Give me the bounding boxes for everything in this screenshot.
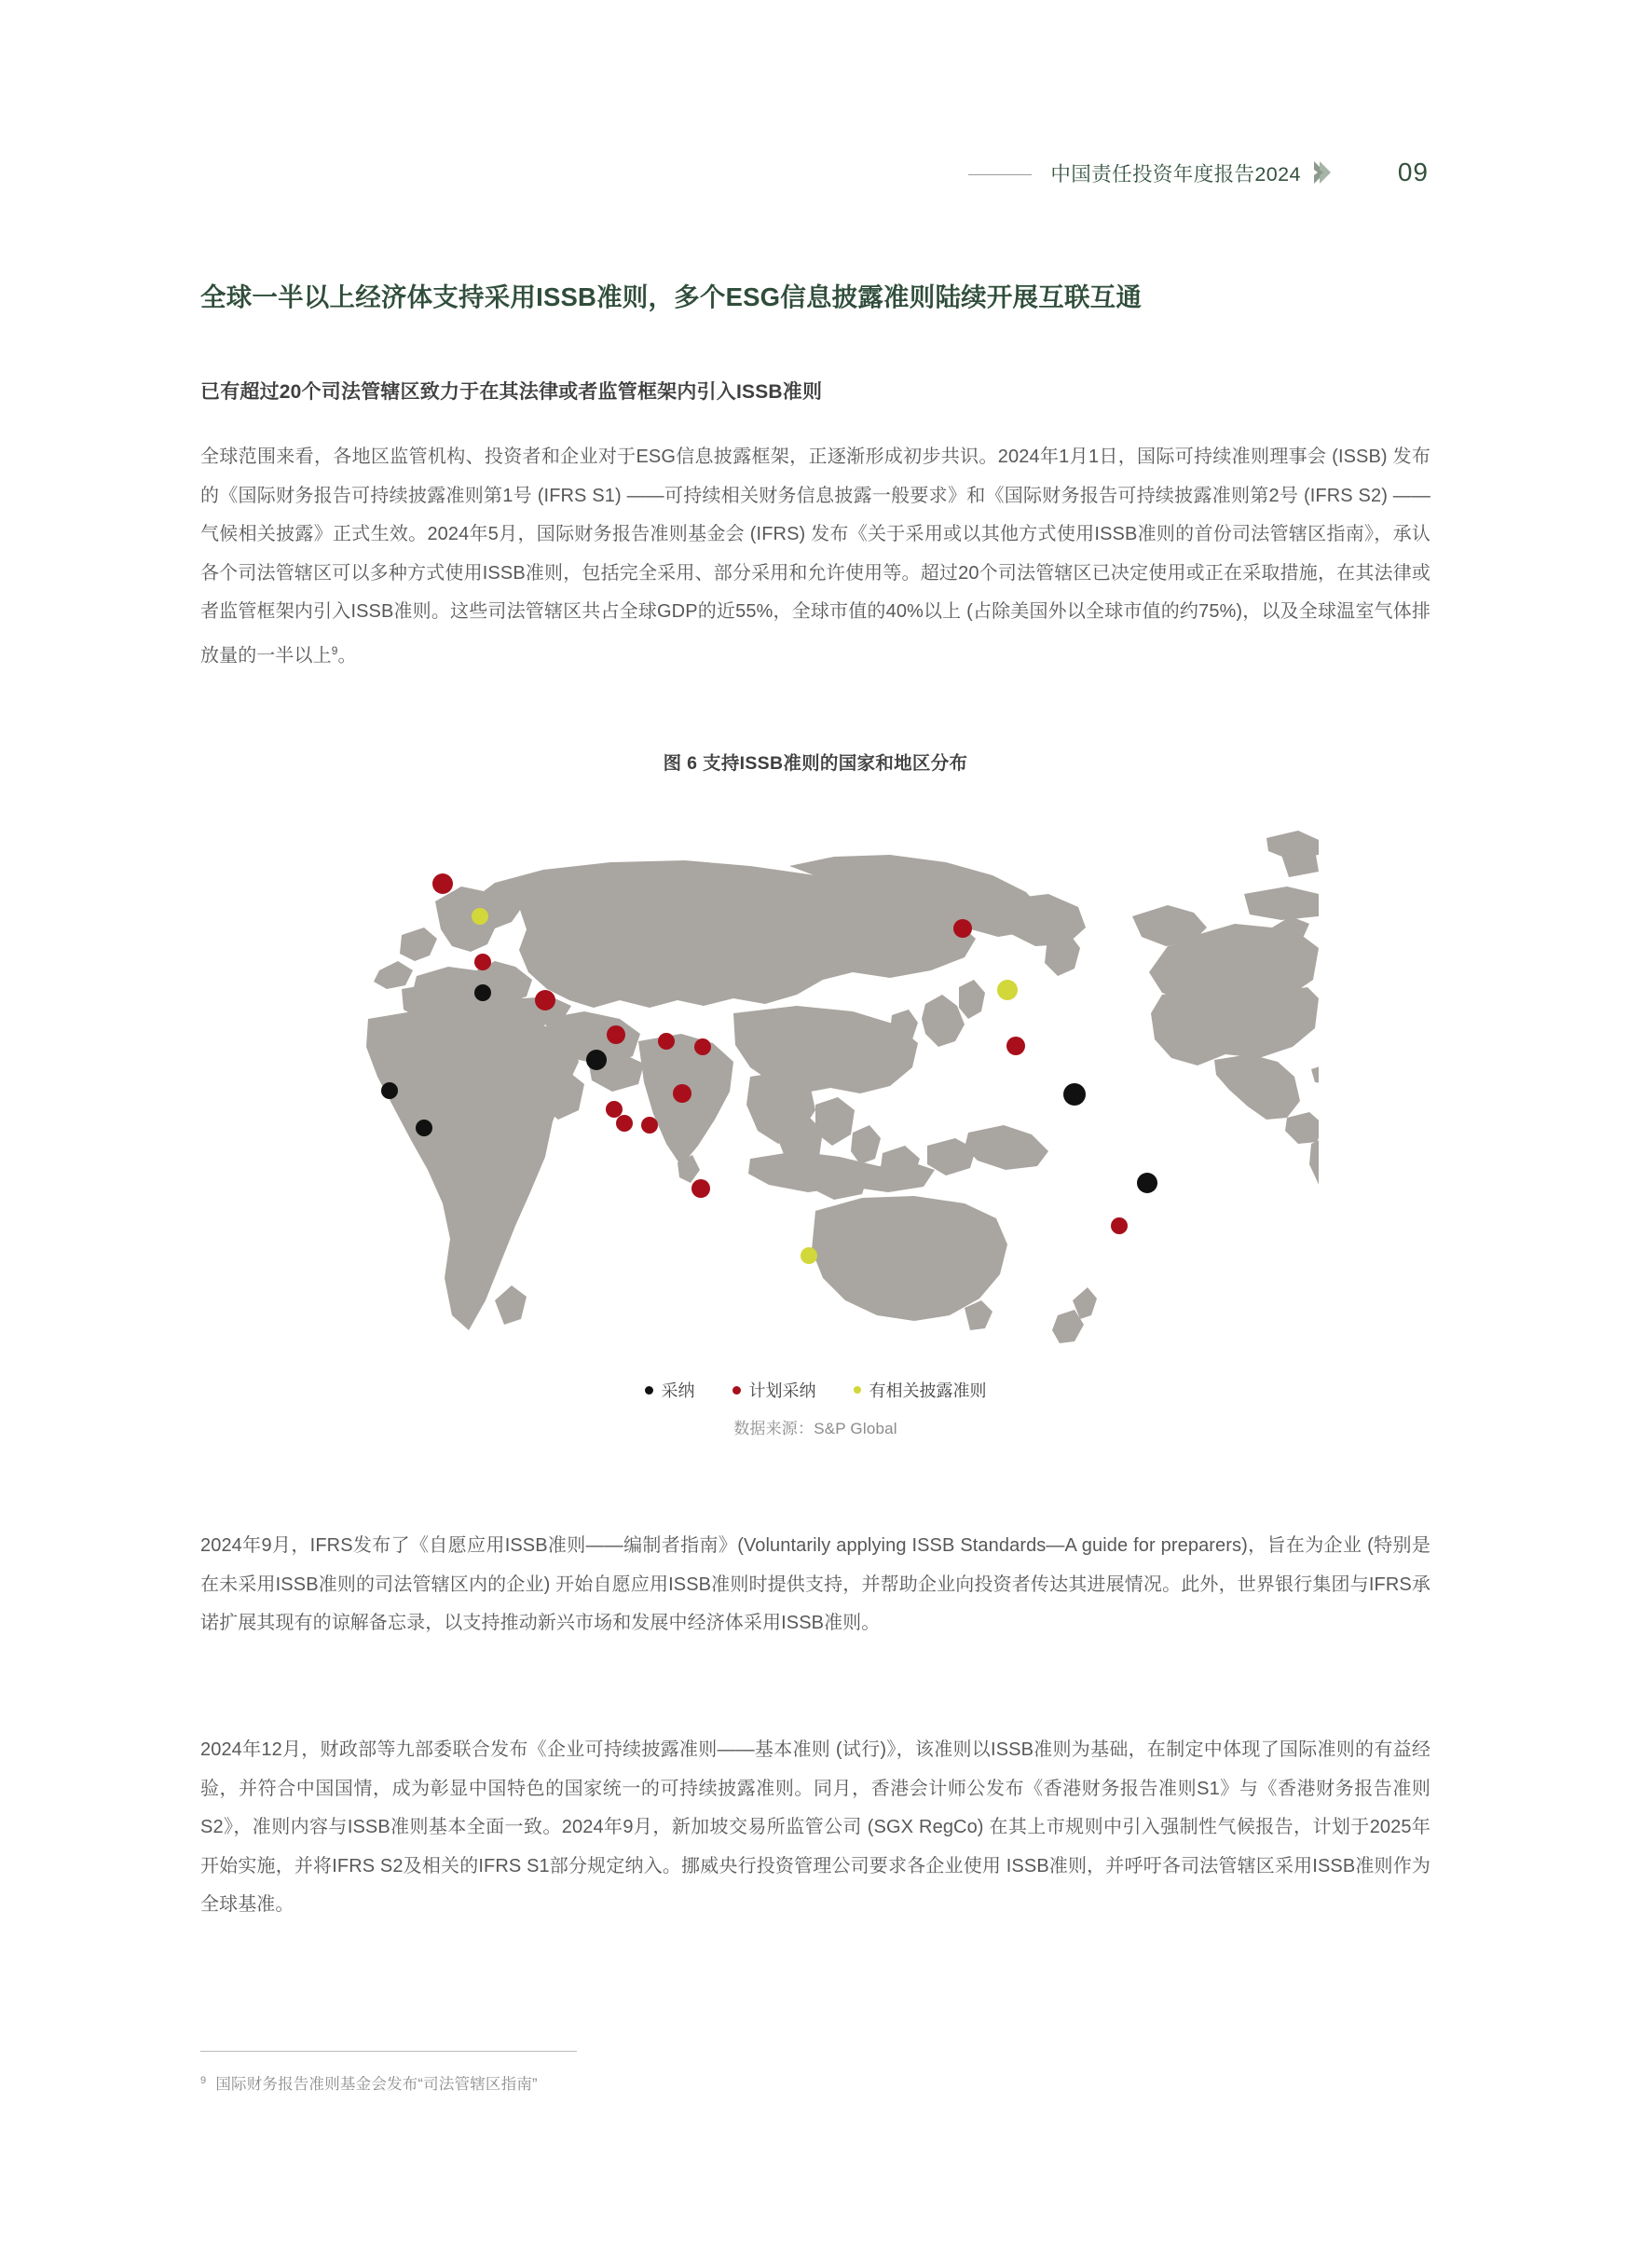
- paragraph-3: 2024年12月，财政部等九部委联合发布《企业可持续披露准则——基本准则 (试行)》，该准则以ISSB准则为基础，在制定中体现了国际准则的有益经验，并符合中国国情，成为彰显中国特色的国家统一的可持续披露准则。同月，香港会计师公发布《香港财务报告准则S1》与《香港财务报告准则S2》，准则内容与ISSB准则基本全面一致。2024年9月，新加坡交易所监管公司 (SGX RegCo) 在其上市规则中引入强制性气候报告，计划于2025年开始实施，并将IFRS S2及相关的IFRS S1部分规定纳入。挪威央行投资管理公司要求各企业使用 ISSB准则，并呼吁各司法管辖区采用ISSB准则作为全球基准。: [200, 1739, 1431, 1915]
- header-divider: [968, 174, 1032, 175]
- world-map-svg: [312, 797, 1319, 1356]
- page-header: [0, 140, 1629, 205]
- footnote: [200, 2071, 1132, 2094]
- legend-dot-has_disclosure_standard: [854, 1386, 861, 1394]
- map-point-planned: [474, 954, 491, 970]
- legend-item-has_disclosure_standard: [854, 1378, 987, 1402]
- map-point-planned: [1006, 1037, 1025, 1055]
- paragraph-2: 2024年9月，IFRS发布了《自愿应用ISSB准则——编制者指南》(Voluntarily applying ISSB Standards—A guide for preparers)，旨在为企业 (特别是在未采用ISSB准则的司法管辖区内的企业) 开始自愿应用ISSB准则时提供支持，并帮助企业向投资者传达其进展情况。此外，世界银行集团与IFRS承诺扩展其现有的谅解备忘录，以支持推动新兴市场和发展中经济体采用ISSB准则。: [200, 1535, 1431, 1633]
- map-point-planned: [953, 919, 972, 938]
- map-point-has_disclosure_standard: [801, 1247, 817, 1264]
- footnote-text: 国际财务报告准则基金会发布“司法管辖区指南”: [215, 2076, 538, 2093]
- map-point-adopted: [586, 1050, 607, 1070]
- legend-item-planned: [732, 1378, 816, 1402]
- map-landmass: [366, 831, 1319, 1356]
- footnote-marker: 9: [200, 2074, 207, 2086]
- map-point-planned: [694, 1038, 711, 1055]
- map-point-planned: [606, 1101, 623, 1118]
- map-point-planned: [691, 1179, 710, 1198]
- legend-label-adopted: 采纳: [661, 1381, 695, 1400]
- map-point-planned: [1111, 1217, 1128, 1234]
- legend-dot-planned: [732, 1386, 741, 1395]
- map-point-planned: [607, 1025, 625, 1044]
- legend-item-adopted: [645, 1378, 695, 1402]
- map-point-planned: [658, 1033, 675, 1050]
- map-point-planned: [641, 1117, 658, 1134]
- map-point-has_disclosure_standard: [997, 980, 1018, 1000]
- map-point-planned: [535, 990, 555, 1010]
- paragraph-1-tail: 。: [337, 645, 357, 667]
- paragraph-1-text: 全球范围来看，各地区监管机构、投资者和企业对于ESG信息披露框架，正逐渐形成初步共识。2024年1月1日，国际可持续准则理事会 (ISSB) 发布的《国际财务报告可持续披露准则第1号 (IFRS S1) ——可持续相关财务信息披露一般要求》和《国际财务报告可持续披露准则第2号 (IFRS S2) ——气候相关披露》正式生效。2024年5月，国际财务报告准则基金会 (IFRS) 发布《关于采用或以其他方式使用ISSB准则的首份司法管辖区指南》，承认各个司法管辖区可以多种方式使用ISSB准则，包括完全采用、部分采用和允许使用等。超过20个司法管辖区已决定使用或正在采取措施，在其法律或者监管框架内引入ISSB准则。这些司法管辖区共占全球GDP的近55%，全球市值的40%以上 (占除美国外以全球市值的约75%)，以及全球温室气体排放量的一半以上: [200, 447, 1431, 667]
- legend-label-has_disclosure_standard: 有相关披露准则: [869, 1381, 987, 1400]
- paragraph-1: [200, 438, 1431, 676]
- map-legend: [200, 1378, 1431, 1402]
- map-point-planned: [616, 1115, 633, 1132]
- map-point-adopted: [1063, 1083, 1086, 1106]
- map-point-adopted: [381, 1082, 398, 1099]
- section-title: 全球一半以上经济体支持采用ISSB准则，多个ESG信息披露准则陆续开展互联互通: [200, 282, 1143, 311]
- header-title: 中国责任投资年度报告2024: [1050, 162, 1301, 186]
- chevron-right-icon: [1312, 159, 1333, 186]
- world-map-figure: [200, 797, 1431, 1356]
- figure-source: 数据来源：S&P Global: [733, 1420, 897, 1437]
- footnote-divider: [200, 2051, 577, 2052]
- map-point-planned: [432, 873, 453, 894]
- map-point-planned: [673, 1084, 691, 1103]
- footnote-marker-inline: 9: [331, 643, 338, 657]
- legend-dot-adopted: [645, 1386, 653, 1395]
- page-number: 09: [1397, 158, 1429, 186]
- figure-caption: 图 6 支持ISSB准则的国家和地区分布: [663, 753, 968, 774]
- map-point-adopted: [416, 1120, 432, 1136]
- map-point-adopted: [1137, 1173, 1157, 1193]
- map-point-adopted: [474, 984, 491, 1001]
- map-point-has_disclosure_standard: [472, 908, 488, 925]
- section-subtitle: 已有超过20个司法管辖区致力于在其法律或者监管框架内引入ISSB准则: [200, 381, 823, 403]
- legend-label-planned: 计划采纳: [748, 1381, 816, 1400]
